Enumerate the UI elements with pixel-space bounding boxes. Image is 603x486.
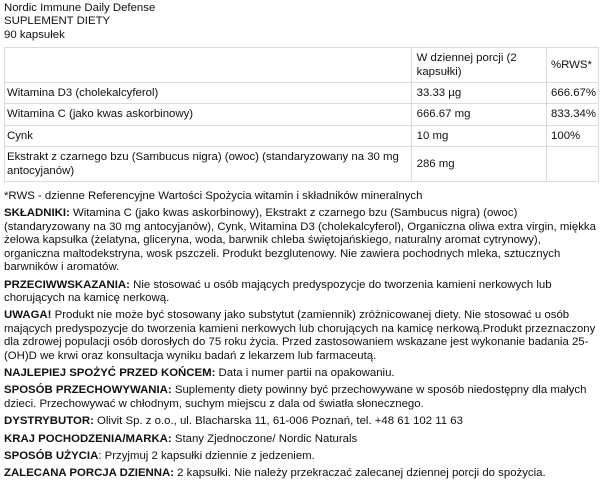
section-label: SKŁADNIKI: bbox=[4, 207, 70, 220]
table-cell: 666.67% bbox=[547, 83, 599, 104]
product-count: 90 kapsułek bbox=[4, 28, 65, 41]
daily-dose-section bbox=[4, 467, 599, 480]
best-before-section bbox=[4, 367, 599, 380]
table-row bbox=[5, 83, 599, 104]
table-cell: Ekstrakt z czarnego bzu (Sambucus nigra) (owoc) (standaryzowany na 30 mg antocyjanów) bbox=[5, 147, 412, 182]
product-name: Nordic Immune Daily Defense bbox=[4, 2, 156, 14]
warning-section bbox=[4, 309, 599, 363]
section-label: UWAGA! bbox=[4, 309, 52, 322]
table-row bbox=[5, 104, 599, 125]
table-header-cell: W dziennej porcji (2 kapsułki) bbox=[411, 48, 546, 83]
section-text: Stany Zjednoczone/ Nordic Naturals bbox=[171, 432, 358, 445]
section-text: Data i numer partii na opakowaniu. bbox=[215, 366, 395, 379]
rws-footnote: *RWS - dzienne Referencyjne Wartości Spożycia witamin i składników mineralnych bbox=[4, 190, 423, 203]
table-cell bbox=[547, 147, 599, 182]
table-row bbox=[5, 125, 599, 146]
section-label: SPOSÓB UŻYCIA bbox=[4, 449, 99, 462]
table-cell: 666.67 mg bbox=[411, 104, 546, 125]
section-label: PRZECIWWSKAZANIA: bbox=[4, 278, 130, 291]
section-text: 2 kapsułki. Nie należy przekraczać zalecanej dziennej porcji do spożycia. bbox=[174, 467, 546, 480]
section-label: ZALECANA PORCJA DZIENNA: bbox=[4, 467, 175, 480]
section-text: Witamina C (jako kwas askorbinowy), Ekstrakt z czarnego bzu (Sambucus nigra) (owoc) (standaryzowany na 30 mg antocyjanów), Cynk, Witamina D3 (cholekalcyferol), Organiczna oliwa extra virgin, miękka żelowa kapsułka (żelatyna, gliceryna, woda, barwnik chleba świętojańskiego, naturalny aromat cytrynowy), organiczna maltodekstryna, wosk pszczeli. Produkt bezglutenowy. Nie zawiera pochodnych mleka, sztucznych barwników i aromatów. bbox=[4, 207, 596, 274]
table-header-cell: %RWS* bbox=[547, 48, 599, 83]
product-category: SUPLEMENT DIETY bbox=[4, 15, 111, 28]
section-label: SPOSÓB PRZECHOWYWANIA: bbox=[4, 384, 172, 397]
contraindications-section bbox=[4, 279, 599, 306]
table-cell: Cynk bbox=[5, 125, 412, 146]
table-cell: 10 mg bbox=[411, 125, 546, 146]
table-header-cell bbox=[5, 48, 412, 83]
table-cell: Witamina D3 (cholekalcyferol) bbox=[5, 83, 412, 104]
section-text: : Przyjmuj 2 kapsułki dziennie z jedzeniem. bbox=[98, 449, 315, 462]
ingredients-section bbox=[4, 207, 599, 274]
nutrition-table bbox=[4, 47, 599, 182]
table-header-row bbox=[5, 48, 599, 83]
section-label: DYSTRYBUTOR: bbox=[4, 415, 94, 428]
table-row bbox=[5, 147, 599, 182]
usage-section bbox=[4, 450, 599, 463]
section-label: NAJLEPIEJ SPOŻYĆ PRZED KOŃCEM: bbox=[4, 366, 216, 379]
table-cell: 33.33 µg bbox=[411, 83, 546, 104]
section-text: Olivit Sp. z o.o., ul. Blacharska 11, 61-006 Poznań, tel. +48 61 102 11 63 bbox=[93, 415, 463, 428]
section-text: Produkt nie może być stosowany jako substytut (zamiennik) zróżnicowanej diety. Nie stosować u osób mających predyspozycje do tworzenia kamieni nerkowych lub chorujących na kamicę nerkową.Produkt przeznaczony dla zdrowej populacji osób dorosłych do 75 roku życia. Przed zastosowaniem wskazane jest wykonanie badania 25-(OH)D we krwi oraz konsultacja wyniku badań z lekarzem lub farmaceutą. bbox=[4, 309, 596, 362]
storage-section bbox=[4, 384, 599, 411]
section-label: KRAJ POCHODZENIA/MARKA: bbox=[4, 432, 172, 445]
distributor-section bbox=[4, 415, 599, 428]
table-cell: 833.34% bbox=[547, 104, 599, 125]
table-cell: Witamina C (jako kwas askorbinowy) bbox=[5, 104, 412, 125]
section-text: Nie stosować u osób mających predyspozycje do tworzenia kamieni nerkowych lub chorujących na kamicę nerkową. bbox=[4, 278, 552, 304]
section-text: Suplementy diety powinny być przechowywane w sposób niedostępny dla małych dzieci. Przechowywać w chłodnym, suchym miejscu z dala od światła słonecznego. bbox=[4, 384, 587, 410]
origin-section bbox=[4, 433, 599, 446]
table-cell: 100% bbox=[547, 125, 599, 146]
table-cell: 286 mg bbox=[411, 147, 546, 182]
